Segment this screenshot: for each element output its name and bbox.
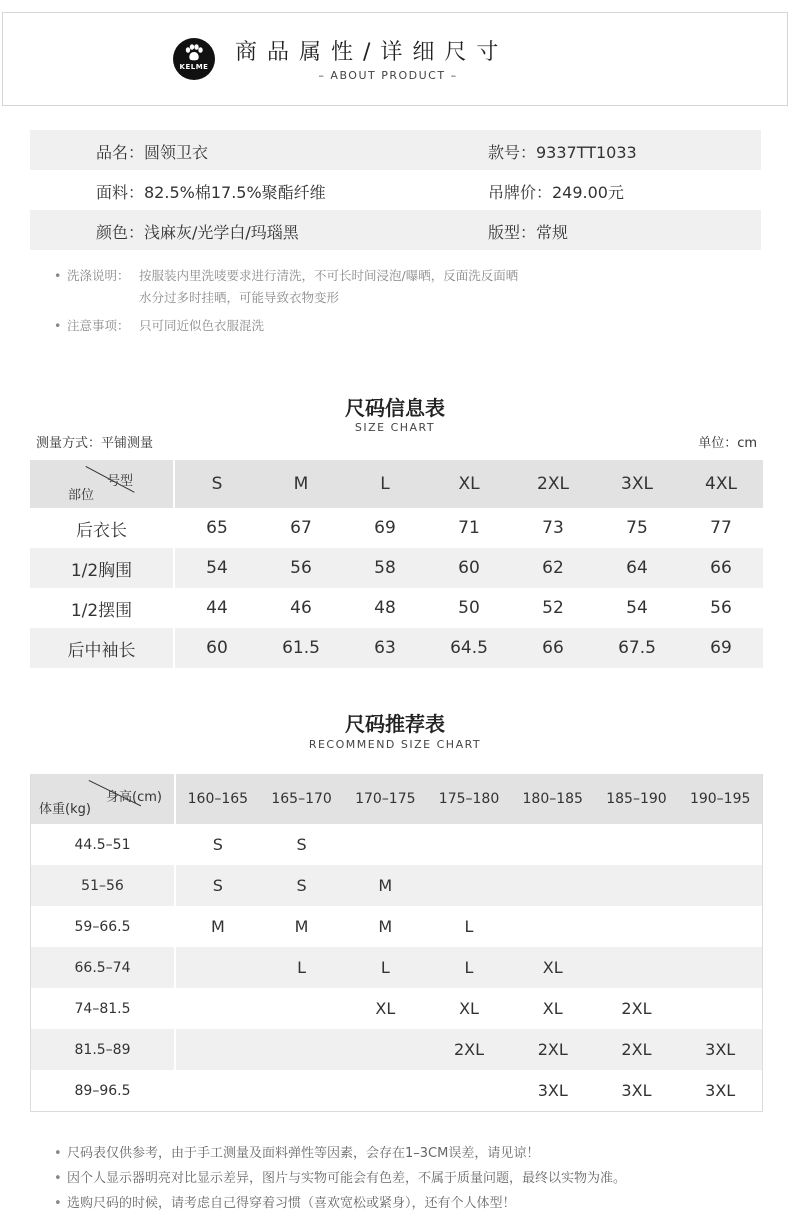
attribute-row bbox=[30, 170, 761, 210]
cell: 60 bbox=[206, 638, 228, 658]
row-label: 后衣长 bbox=[76, 520, 127, 541]
cell: M bbox=[294, 917, 309, 936]
weight-label: 89–96.5 bbox=[74, 1082, 131, 1099]
size-header: M bbox=[293, 474, 309, 494]
header-title: 商品属性/详细尺寸 bbox=[235, 40, 509, 65]
measure-method: 测量方式：平铺测量 bbox=[36, 436, 154, 451]
cell: 2XL bbox=[537, 1040, 568, 1059]
cell: 56 bbox=[290, 558, 312, 578]
row-label: 1/2摆围 bbox=[70, 600, 133, 621]
cell: 73 bbox=[542, 518, 564, 538]
cell: 65 bbox=[206, 518, 228, 538]
table-row bbox=[30, 548, 763, 588]
attribute-row bbox=[30, 210, 761, 250]
cell: 77 bbox=[710, 518, 732, 538]
footnotes bbox=[54, 1142, 626, 1216]
cell: 3XL bbox=[537, 1081, 568, 1100]
size-chart-table bbox=[30, 460, 763, 668]
cell: 64.5 bbox=[450, 638, 488, 658]
cell: XL bbox=[542, 958, 563, 977]
paw-icon bbox=[184, 44, 204, 64]
cell: 60 bbox=[458, 558, 480, 578]
kelme-logo bbox=[173, 38, 215, 80]
attribute-style-no: 款号：9337TT1033 bbox=[488, 143, 637, 162]
cell: 2XL bbox=[453, 1040, 485, 1059]
cell: 61.5 bbox=[282, 638, 320, 658]
row-label: 1/2胸围 bbox=[70, 560, 133, 581]
cell: 75 bbox=[626, 518, 648, 538]
cell: L bbox=[380, 958, 390, 977]
weight-label: 74–81.5 bbox=[74, 1000, 131, 1017]
cell: 46 bbox=[290, 598, 312, 618]
cell: 54 bbox=[626, 598, 648, 618]
height-header: 175–180 bbox=[438, 791, 500, 807]
cell: L bbox=[464, 958, 474, 977]
corner-bottom-label: 体重(kg) bbox=[39, 802, 91, 817]
size-chart-subtitle: SIZE CHART bbox=[354, 421, 436, 434]
attribute-price: 吊牌价：249.00元 bbox=[488, 183, 624, 202]
cell: XL bbox=[375, 999, 396, 1018]
cell: 3XL bbox=[621, 1081, 652, 1100]
height-header: 170–175 bbox=[355, 791, 416, 807]
caution-label: 注意事项： bbox=[67, 318, 130, 333]
recommend-chart-subtitle: RECOMMEND SIZE CHART bbox=[308, 738, 482, 751]
cell: 44 bbox=[206, 598, 228, 618]
wash-text-cont: 水分过多时挂晒，可能导致衣物变形 bbox=[139, 290, 340, 305]
footnote: • 尺码表仅供参考，由于手工测量及面料弹性等因素，会存在1–3CM误差，请见谅！ bbox=[54, 1142, 626, 1166]
cell: 64 bbox=[626, 558, 648, 578]
cell: 54 bbox=[206, 558, 228, 578]
cell: S bbox=[212, 835, 223, 854]
table-row bbox=[31, 906, 762, 947]
cell: 62 bbox=[542, 558, 564, 578]
size-header: 2XL bbox=[537, 474, 569, 494]
recommend-chart-table bbox=[30, 774, 763, 1112]
header-subtitle: – ABOUT PRODUCT – bbox=[318, 69, 458, 82]
attribute-row bbox=[30, 130, 761, 170]
cell: M bbox=[378, 876, 393, 895]
table-row bbox=[31, 1070, 762, 1111]
corner-bottom-label: 部位 bbox=[68, 488, 95, 503]
table-row bbox=[31, 1029, 762, 1070]
cell: 69 bbox=[710, 638, 732, 658]
size-header: S bbox=[211, 474, 223, 494]
height-header: 160–165 bbox=[187, 791, 249, 807]
height-header: 185–190 bbox=[606, 791, 667, 807]
cell: S bbox=[212, 876, 223, 895]
cell: L bbox=[464, 917, 474, 936]
wash-note bbox=[54, 265, 518, 309]
weight-label: 59–66.5 bbox=[74, 918, 131, 935]
cell: S bbox=[296, 876, 307, 895]
cell: S bbox=[296, 835, 307, 854]
cell: 3XL bbox=[705, 1040, 736, 1059]
care-notes bbox=[54, 265, 518, 337]
cell: 58 bbox=[374, 558, 396, 578]
attribute-name: 品名：圆领卫衣 bbox=[96, 143, 209, 162]
size-header: XL bbox=[458, 474, 480, 494]
cell: XL bbox=[542, 999, 563, 1018]
cell: 63 bbox=[374, 638, 396, 658]
product-attributes bbox=[30, 130, 761, 250]
page-header bbox=[2, 12, 788, 106]
cell: 3XL bbox=[705, 1081, 736, 1100]
attribute-fit: 版型：常规 bbox=[488, 223, 569, 242]
corner-top-label: 号型 bbox=[107, 474, 134, 489]
cell: L bbox=[297, 958, 307, 977]
height-header: 165–170 bbox=[271, 791, 332, 807]
table-row bbox=[31, 947, 762, 988]
cell: 69 bbox=[374, 518, 396, 538]
size-chart-title: 尺码信息表 bbox=[345, 396, 445, 420]
size-header: 4XL bbox=[705, 474, 737, 494]
attribute-color: 颜色：浅麻灰/光学白/玛瑙黑 bbox=[96, 223, 299, 242]
cell: M bbox=[378, 917, 393, 936]
cell: 56 bbox=[710, 598, 732, 618]
table-row bbox=[30, 508, 763, 548]
wash-label: 洗涤说明： bbox=[67, 268, 130, 283]
weight-label: 44.5–51 bbox=[74, 836, 131, 853]
cell: 2XL bbox=[621, 1040, 652, 1059]
cell: 48 bbox=[374, 598, 396, 618]
cell: 71 bbox=[458, 518, 480, 538]
footnote: • 选购尺码的时候，请考虑自己得穿着习惯（喜欢宽松或紧身），还有个人体型！ bbox=[54, 1192, 626, 1216]
table-row bbox=[31, 865, 762, 906]
size-header: L bbox=[380, 474, 390, 494]
table-header-row bbox=[31, 774, 762, 824]
weight-label: 66.5–74 bbox=[74, 959, 131, 976]
corner-cell bbox=[30, 460, 173, 508]
height-header: 190–195 bbox=[689, 791, 751, 807]
corner-top-label: 身高(cm) bbox=[106, 790, 162, 805]
cell: 52 bbox=[542, 598, 564, 618]
height-header: 180–185 bbox=[522, 791, 583, 807]
table-row bbox=[31, 824, 762, 865]
table-row bbox=[31, 988, 762, 1029]
table-header-row bbox=[30, 460, 763, 508]
wash-text: 按服装内里洗唛要求进行清洗，不可长时间浸泡/曝晒，反面洗反面晒 bbox=[139, 268, 519, 283]
brand-name: KELME bbox=[179, 63, 209, 71]
cell: 50 bbox=[458, 598, 480, 618]
attribute-fabric: 面料：82.5%棉17.5%聚酯纤维 bbox=[96, 183, 326, 202]
weight-label: 81.5–89 bbox=[74, 1041, 131, 1058]
weight-label: 51–56 bbox=[81, 877, 124, 894]
corner-cell bbox=[31, 774, 174, 824]
cell: XL bbox=[459, 999, 479, 1018]
cell: 2XL bbox=[621, 999, 652, 1018]
unit-label: 单位：cm bbox=[698, 436, 757, 451]
size-header: 3XL bbox=[621, 474, 653, 494]
row-label: 后中袖长 bbox=[67, 640, 136, 661]
cell: 67 bbox=[290, 518, 312, 538]
table-row bbox=[30, 588, 763, 628]
caution-note bbox=[54, 315, 518, 337]
table-row bbox=[30, 628, 763, 668]
cell: 66 bbox=[710, 558, 732, 578]
caution-text: 只可同近似色衣服混洗 bbox=[139, 318, 265, 333]
cell: 67.5 bbox=[618, 638, 656, 658]
footnote: • 因个人显示器明亮对比显示差异，图片与实物可能会有色差，不属于质量问题，最终以实物为准。 bbox=[54, 1167, 626, 1191]
cell: 66 bbox=[542, 638, 564, 658]
cell: M bbox=[210, 917, 225, 936]
recommend-chart-title: 尺码推荐表 bbox=[345, 712, 445, 736]
